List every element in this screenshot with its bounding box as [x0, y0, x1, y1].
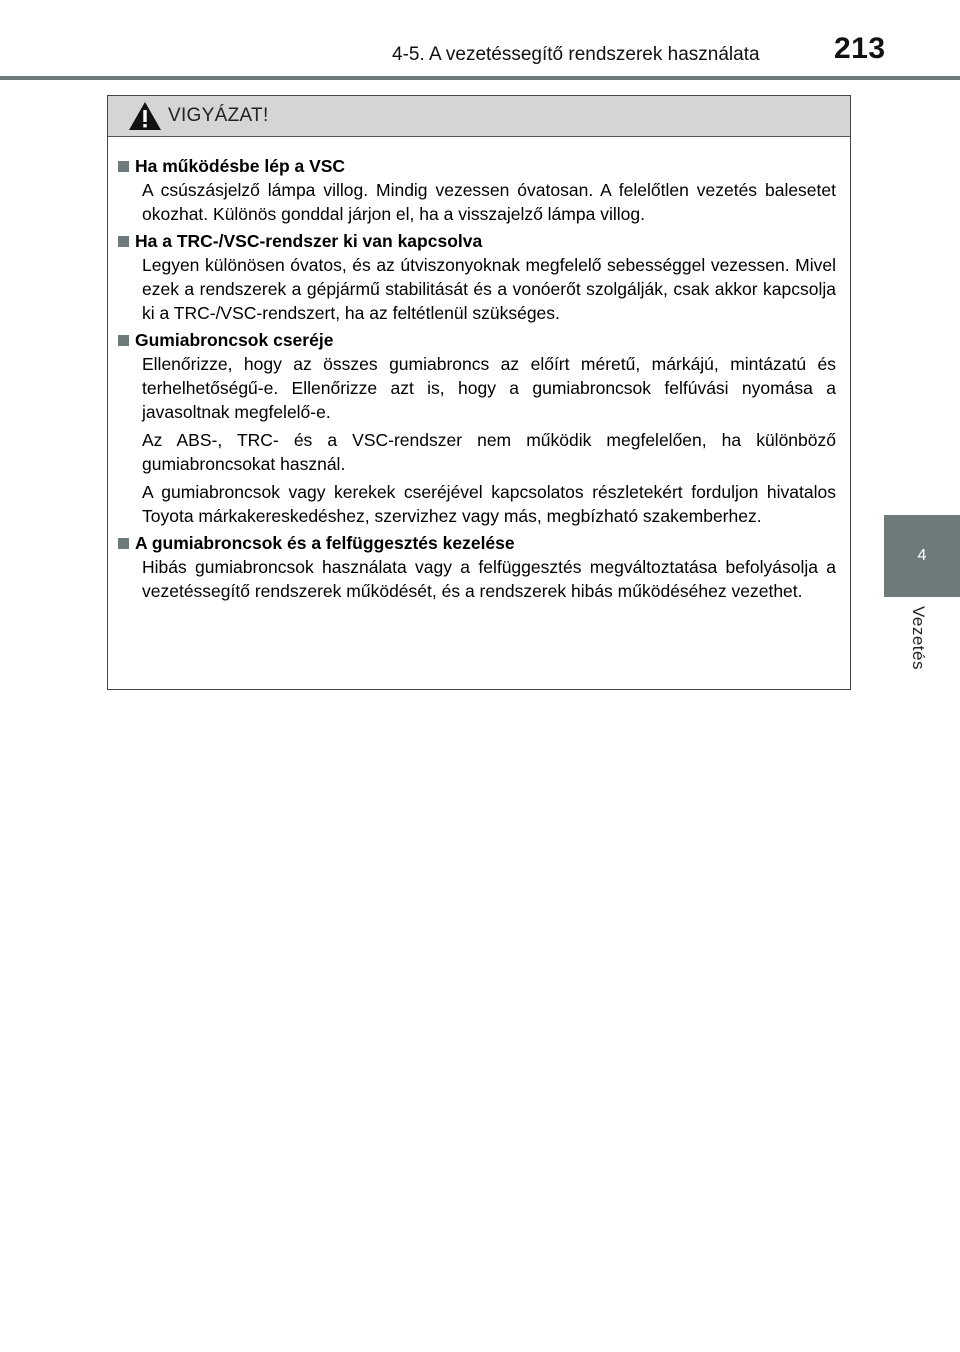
section-heading-text: A gumiabroncsok és a felfüggesztés kezelése	[135, 533, 515, 553]
chapter-label: Vezetés	[909, 606, 928, 670]
section-heading-text: Ha a TRC-/VSC-rendszer ki van kapcsolva	[135, 231, 483, 251]
section-trc-vsc-off	[118, 230, 836, 325]
section-paragraph: Hibás gumiabroncsok használata vagy a felfüggesztés megváltoztatása befolyásolja a vezetéssegítő rendszerek működését, és a rendszerek hibás működéséhez vezethet.	[142, 557, 836, 601]
page-number: 213	[834, 32, 886, 65]
warning-triangle-icon	[128, 101, 162, 131]
section-vsc-active	[118, 155, 836, 226]
section-tire-replacement	[118, 329, 836, 528]
section-heading-text: Ha működésbe lép a VSC	[135, 156, 346, 176]
square-bullet-icon	[118, 335, 129, 346]
section-paragraph: A csúszásjelző lámpa villog. Mindig vezessen óvatosan. A felelőtlen vezetés balesetet okozhat. Különös gonddal járjon el, ha a visszajelző lámpa villog.	[142, 180, 836, 224]
chapter-tab[interactable]	[884, 515, 960, 597]
page-header-title: 4-5. A vezetéssegítő rendszerek használata	[392, 44, 760, 65]
section-tire-suspension-handling	[118, 532, 836, 603]
section-heading-text: Gumiabroncsok cseréje	[135, 330, 334, 350]
warning-body	[108, 137, 850, 603]
square-bullet-icon	[118, 161, 129, 172]
header-rule	[0, 76, 960, 80]
section-paragraph: Az ABS-, TRC- és a VSC-rendszer nem működik megfelelően, ha különböző gumiabroncsokat használ.	[142, 430, 836, 474]
section-heading	[118, 532, 836, 555]
section-paragraph: Legyen különösen óvatos, és az útviszonyoknak megfelelő sebességgel vezessen. Mivel ezek a rendszerek a gépjármű stabilitását és a vonóerőt szolgálják, csak akkor kapcsolja ki a TRC-/VSC-rendszert, ha az feltétlenül szükséges.	[142, 255, 836, 323]
section-heading	[118, 329, 836, 352]
warning-header	[108, 96, 850, 137]
warning-title: VIGYÁZAT!	[168, 105, 269, 126]
section-heading	[118, 155, 836, 178]
warning-box	[107, 95, 851, 690]
chapter-number: 4	[917, 547, 927, 564]
section-heading	[118, 230, 836, 253]
section-paragraph: Ellenőrizze, hogy az összes gumiabroncs az előírt méretű, márkájú, mintázatú és terhelhetőségű-e. Ellenőrizze azt is, hogy a gumiabroncsok felfúvási nyomása a javasoltnak megfelelő-e.	[142, 354, 836, 422]
square-bullet-icon	[118, 538, 129, 549]
section-paragraph: A gumiabroncsok vagy kerekek cseréjével kapcsolatos részletekért forduljon hivatalos Toyota márkakereskedéshez, szervizhez vagy más, megbízható szakemberhez.	[142, 482, 836, 526]
square-bullet-icon	[118, 236, 129, 247]
